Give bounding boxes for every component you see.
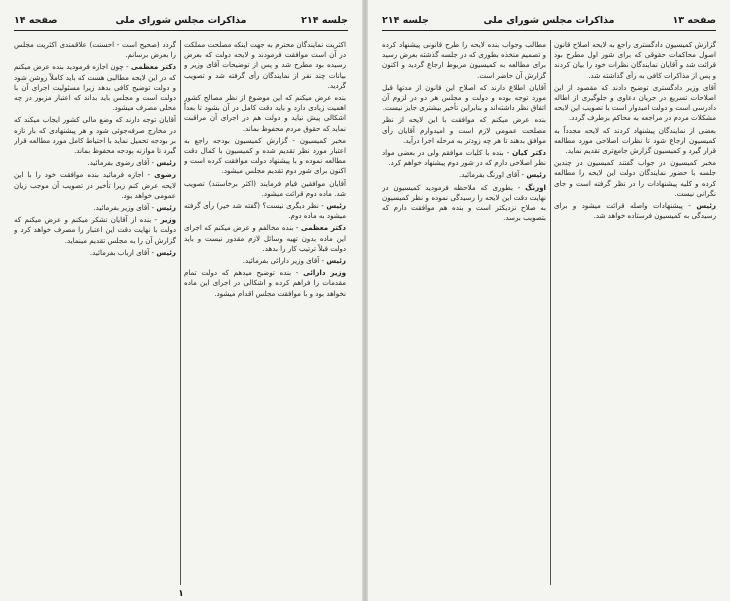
right-page-right-column — [554, 40, 716, 585]
paragraph — [382, 115, 546, 146]
right-page — [368, 0, 730, 601]
paragraph — [382, 148, 546, 168]
paragraph — [382, 83, 546, 114]
speaker-name: رئیس — [156, 158, 176, 168]
paragraph-text: بنده عرض میکنم که این موضوع از نظر مصالح کشور اهمیت زیادی دارد و باید دقت کامل در آن بشود تا بعداً اشکالی پیش نیاید و دولت هم در اجرای آن مراقبت نماید که حقوق مردم محفوظ بماند. — [184, 93, 346, 133]
left-page-session: جلسه ۲۱۴ — [301, 15, 348, 26]
right-page-title: مذاکرات مجلس شورای ملی — [483, 15, 615, 26]
left-page-footer: ۱ — [178, 589, 184, 599]
left-page-column-divider — [180, 40, 181, 585]
left-page — [0, 0, 362, 601]
paragraph — [554, 83, 716, 124]
paragraph-text: - آقای رضوی بفرمائید. — [87, 158, 155, 168]
paragraph — [382, 40, 546, 81]
paragraph-text: مخبر کمیسیون در جواب گفتند کمیسیون در چندین جلسه با حضور نمایندگان دولت این لایحه را مطالعه کرده و کلیه پیشنهادات را در نظر گرفته است و جای نگرانی نیست. — [554, 158, 716, 198]
left-page-header — [14, 14, 348, 31]
speaker-name: رئیس — [326, 256, 346, 266]
paragraph-text: - بنده از آقایان تشکر میکنم و عرض میکنم که دولت با نهایت دقت این اعتبار را مصرف خواهد کرد و گزارش آن را به مجلس تقدیم مینماید. — [14, 215, 176, 245]
paragraph-text: - آقای اورنگ بفرمائید. — [458, 170, 525, 180]
left-page-title: مذاکرات مجلس شورای ملی — [115, 15, 247, 26]
paragraph — [14, 158, 176, 168]
paragraph — [184, 268, 346, 299]
paragraph-text: آقایان موافقین قیام فرمایند (اکثر برخاستند) تصویب شد. ماده دوم قرائت میشود. — [184, 178, 346, 198]
paragraph — [554, 201, 716, 221]
right-page-column-divider — [550, 40, 551, 585]
paragraph-text: آقایان توجه دارند که وضع مالی کشور ایجاب میکند که در مخارج صرفه‌جوئی شود و هر پیشنهادی که بار تازه بر بودجه تحمیل نماید با احتیاط کامل مورد مطالعه قرار گیرد تا موازنه بودجه محفوظ بماند. — [14, 115, 176, 156]
paragraph-text: - بنده توضیح میدهم که دولت تمام مقدمات را فراهم کرده و اشکالی در اجرای این ماده نخواهد بود و با موافقت مجلس اقدام میشود. — [184, 268, 346, 298]
paragraph — [14, 170, 176, 201]
speaker-name: دکتر کیان — [512, 148, 546, 158]
paragraph — [14, 248, 176, 258]
paragraph-text: - پیشنهادات واصله قرائت میشود و برای رسیدگی به کمیسیون فرستاده خواهد شد. — [554, 201, 716, 221]
paragraph — [14, 62, 176, 113]
paragraph-text: - چون اجازه فرمودید بنده عرض میکنم که در این لایحه مطالبی هست که باید کاملاً روشن شود و دولت توضیح کافی بدهد زیرا مسئولیت اجرای آن با دولت است و مجلس باید بداند که اعتبار مزبور در چه محلی مصرف میشود. — [14, 62, 176, 113]
paragraph — [184, 223, 346, 254]
paragraph — [184, 201, 346, 221]
paragraph-text: - آقای وزیر دارائی بفرمائید. — [242, 256, 325, 266]
paragraph — [382, 170, 546, 180]
paragraph — [184, 179, 346, 199]
speaker-name: رئیس — [156, 247, 176, 257]
paragraph-text: - آقای ارباب بفرمائید. — [89, 247, 155, 257]
speaker-name: رئیس — [696, 201, 716, 211]
speaker-name: دکتر معظمی — [131, 62, 176, 72]
paragraph-text: - بنده مخالفم و عرض میکنم که اجرای این ماده بدون تهیه وسائل لازم مقدور نیست و باید دولت قبلاً ترتیب کار را بدهد. — [184, 223, 346, 253]
paragraph-text: آقایان اطلاع دارند که اصلاح این قانون از مدتها قبل مورد توجه بوده و دولت و مجلس هر دو در لزوم آن اتفاق نظر داشته‌اند و بنابراین تأخیر بیشتری جایز نیست. — [382, 82, 546, 113]
speaker-name: رئیس — [326, 201, 346, 211]
paragraph — [554, 40, 716, 81]
paragraph-text: گردد (صحیح است - احسنت) علاقمندی اکثریت مجلس را بعرض برسانم. — [14, 40, 176, 60]
paragraph-text: بنده عرض میکنم که موافقت با این لایحه از نظر مصلحت عمومی لازم است و امیدوارم آقایان رأی موافق بدهند تا هر چه زودتر به مرحله اجرا درآید. — [382, 115, 546, 145]
right-page-session: جلسه ۲۱۴ — [382, 15, 429, 26]
paragraph — [184, 136, 346, 177]
left-page-left-column — [14, 40, 176, 585]
paragraph-text: - بنده با کلیات موافقم ولی در بعضی مواد نظر اصلاحی دارم که در شور دوم پیشنهاد خواهم کرد. — [382, 148, 546, 168]
left-page-number: صفحه ۱۴ — [14, 15, 58, 26]
speaker-name: رئیس — [156, 203, 176, 213]
paragraph-text: اکثریت نمایندگان محترم به جهت اینکه مصلحت مملکت در آن است موافقت فرمودند و لایحه دولت که بعرض رسیده بود مطرح شد و پس از توضیحات آقای وزیر و بیانات چند نفر از نمایندگان رأی گرفته شد و تصویب گردید. — [184, 40, 346, 90]
paragraph-text: - آقای وزیر بفرمائید. — [93, 203, 155, 213]
paragraph-text: مخبر کمیسیون - گزارش کمیسیون بودجه راجع به اعتبار مورد نظر تقدیم شده و کمیسیون با کمال دقت مطالعه نموده و با پیشنهاد دولت موافقت کرده است و اکنون برای شور دوم تقدیم مجلس میشود. — [184, 135, 346, 176]
paragraph — [14, 40, 176, 60]
left-page-right-column — [184, 40, 346, 585]
paragraph — [554, 158, 716, 199]
paragraph-text: بعضی از نمایندگان پیشنهاد کردند که لایحه مجدداً به کمیسیون ارجاع شود تا نظرات اصلاحی مورد مطالعه قرار گیرد و کمیسیون گزارش جامع‌تری تقدیم نماید. — [554, 125, 716, 156]
paragraph — [184, 40, 346, 91]
speaker-name: رضوی — [154, 170, 176, 180]
paragraph-text: - اجازه فرمائید بنده موافقت خود را با این لایحه عرض کنم زیرا تأخیر در تصویب آن موجب زیان عمومی خواهد بود. — [14, 170, 176, 200]
speaker-name: دکتر معظمی — [300, 223, 346, 233]
right-page-header — [382, 14, 716, 31]
paragraph-text: گزارش کمیسیون دادگستری راجع به لایحه اصلاح قانون اصول محاکمات حقوقی که برای شور اول مطرح بود قرائت شد و آقایان نمایندگان نظرات خود را بیان کردند و پس از مذاکرات کافی به رأی گذاشته شد. — [554, 40, 716, 80]
right-page-left-column — [382, 40, 546, 585]
paragraph-text: مطالب وجواب بنده لایحه را طرح قانونی پیشنهاد کرده و تصمیم متخذه بطوری که در جلسه گذشته بعرض رسید برای مطالعه به کمیسیون مربوط ارجاع گردید و اکنون گزارش آن حاضر است. — [382, 40, 546, 80]
speaker-name: وزیر — [160, 215, 176, 225]
right-page-number: صفحه ۱۳ — [672, 15, 716, 26]
paragraph — [184, 256, 346, 266]
paragraph — [184, 93, 346, 134]
paragraph — [14, 203, 176, 213]
speaker-name: اورنگ — [525, 182, 546, 192]
paragraph-text: - بطوری که ملاحظه فرمودید کمیسیون در نهایت دقت این لایحه را رسیدگی نموده و نظر کمیسیون به صلاح نزدیکتر است و بنده هم موافقت دارم که بتصویب برسد. — [382, 182, 546, 223]
paragraph — [554, 126, 716, 157]
paragraph-text: - نظر دیگری نیست؟ (گفته شد خیر) رأی گرفته میشود به ماده دوم. — [184, 201, 346, 221]
speaker-name: وزیر دارائی — [303, 268, 346, 278]
paragraph — [14, 115, 176, 156]
paragraph — [382, 183, 546, 224]
paragraph-text: آقای وزیر دادگستری توضیح دادند که مقصود از این اصلاحات تسریع در جریان دعاوی و جلوگیری از اطاله دادرسی است و دولت امیدوار است با تصویب این لایحه مشکلات مردم در مراجعه به محاکم برطرف گردد. — [554, 82, 716, 123]
paragraph — [14, 215, 176, 246]
speaker-name: رئیس — [526, 170, 546, 180]
